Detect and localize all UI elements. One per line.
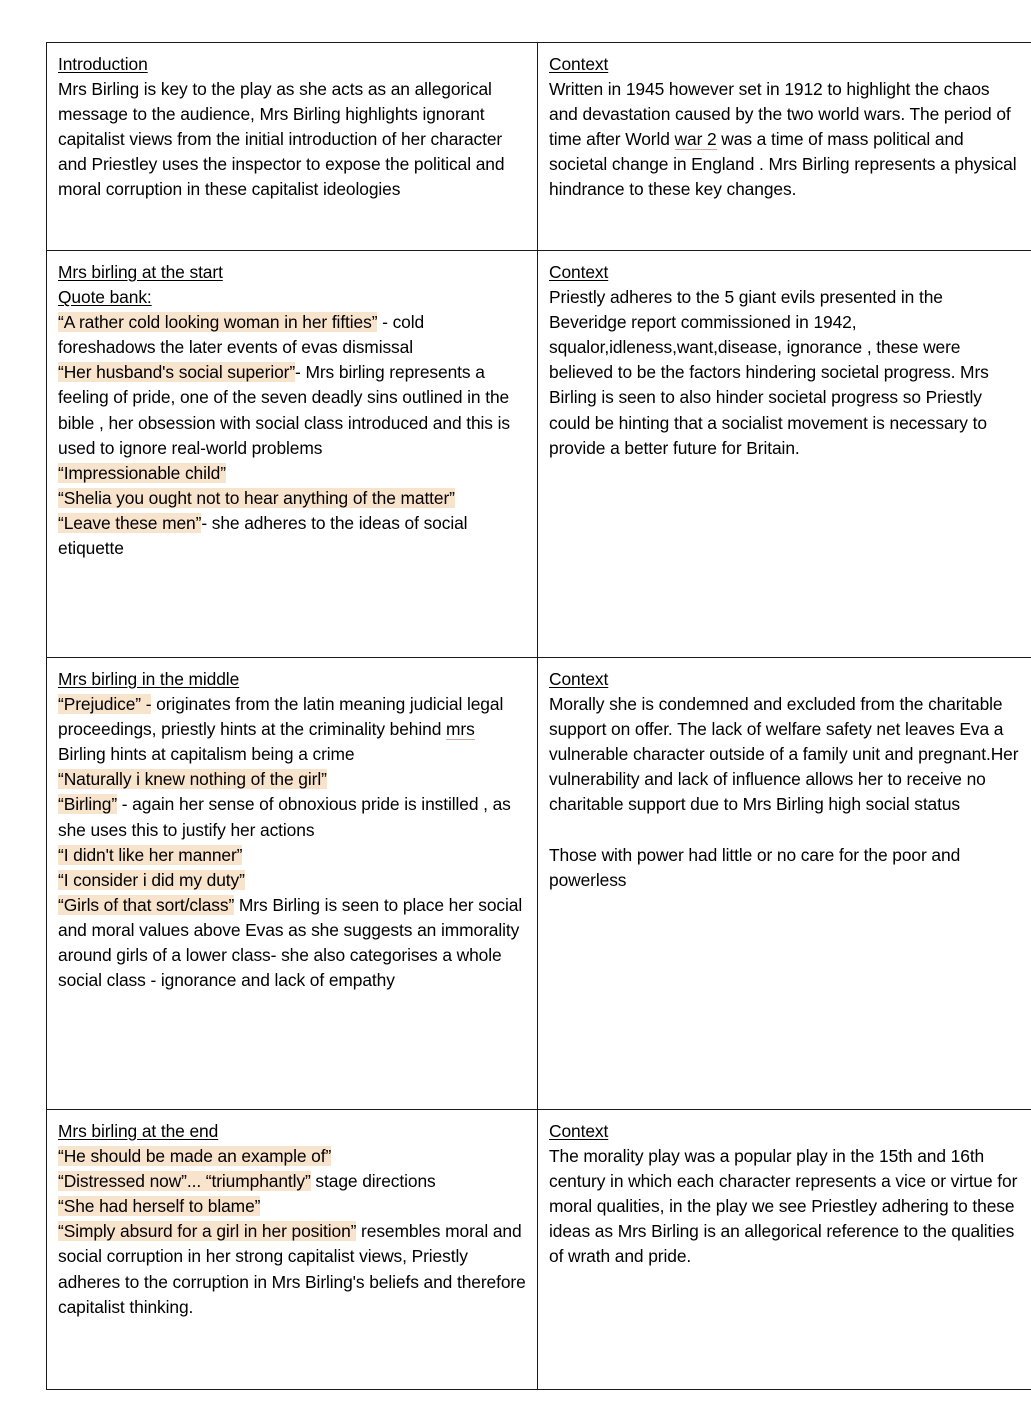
quote-commentary: resembles moral and social corruption in her strong capitalist views, Priestly adheres to the corruption in Mrs Birling's beliefs and therefore capitalist thinking. bbox=[58, 1221, 526, 1317]
cell-context-3 bbox=[538, 658, 1031, 1110]
highlighted-quote: “Her husband's social superior” bbox=[58, 362, 296, 383]
cell-body: Mrs Birling is key to the play as she acts as an allegorical message to the audience, Mrs Birling highlights ignorant capitalist views from the initial introduction of her character and Priestley uses the inspector to expose the political and moral corruption in these capitalist ideologies bbox=[58, 79, 505, 200]
cell-heading: Introduction bbox=[58, 54, 148, 74]
cell-context-1 bbox=[538, 43, 1031, 251]
cell-heading: Context bbox=[549, 669, 609, 689]
cell-body: The morality play was a popular play in the 15th and 16th century in which each character represents a vice or virtue for moral qualities, in the play we see Priestley adhering to these ideas as Mrs Birling is an allegorical reference to the qualities of wrath and pride. bbox=[549, 1146, 1018, 1267]
highlighted-quote: “A rather cold looking woman in her fifties” bbox=[58, 312, 378, 333]
highlighted-quote: “Girls of that sort/class” bbox=[58, 894, 235, 915]
highlighted-quote: “I consider i did my duty” bbox=[58, 869, 245, 890]
quote-commentary: - she adheres to the ideas of social etiquette bbox=[58, 512, 468, 559]
table-row bbox=[47, 43, 1031, 251]
highlighted-quote: “Simply absurd for a girl in her position” bbox=[58, 1221, 357, 1242]
cell-heading: Mrs birling in the middle bbox=[58, 669, 240, 689]
highlighted-quote: “He should be made an example of” bbox=[58, 1146, 332, 1167]
highlighted-quote: “Prejudice” - bbox=[58, 694, 152, 715]
cell-body bbox=[58, 692, 526, 993]
body-text-part: was a time of mass political and societal change in England . Mrs Birling represents a physical hindrance to these key changes. bbox=[549, 129, 1017, 200]
quote-commentary: originates from the latin meaning judicial legal proceedings, priestly hints at the criminality behind bbox=[58, 694, 504, 740]
paragraph-spacer bbox=[549, 818, 1021, 843]
misspelled-text: war 2 bbox=[674, 129, 717, 150]
quote-commentary: stage directions bbox=[310, 1171, 436, 1192]
cell-body bbox=[58, 310, 526, 561]
cell-body bbox=[549, 77, 1021, 202]
cell-heading: Context bbox=[549, 1121, 609, 1141]
cell-heading: Mrs birling at the end bbox=[58, 1121, 219, 1141]
cell-mrs-birling-in-the-middle bbox=[47, 658, 538, 1110]
cell-mrs-birling-at-the-end bbox=[47, 1110, 538, 1390]
highlighted-quote: “Distressed now”... “triumphantly” bbox=[58, 1171, 311, 1192]
quote-commentary: - cold foreshadows the later events of evas dismissal bbox=[58, 312, 425, 358]
cell-heading: Context bbox=[549, 262, 609, 282]
table-row bbox=[47, 658, 1031, 1110]
highlighted-quote: “She had herself to blame” bbox=[58, 1196, 261, 1217]
body-text-part: Written in 1945 however set in 1912 to highlight the chaos and devastation caused by the two world wars. The period of time after World bbox=[549, 79, 1011, 150]
cell-context-4 bbox=[538, 1110, 1031, 1390]
cell-body bbox=[58, 1144, 526, 1320]
highlighted-quote: “Shelia you ought not to hear anything of the matter” bbox=[58, 487, 455, 508]
highlighted-quote: “Leave these men” bbox=[58, 512, 202, 533]
cell-mrs-birling-at-the-start bbox=[47, 251, 538, 658]
quote-commentary: Birling hints at capitalism being a crime bbox=[58, 744, 355, 765]
quote-commentary: - Mrs birling represents a feeling of pride, one of the seven deadly sins outlined in the bible , her obsession with social class introduced and this is used to ignore real-world problems bbox=[58, 362, 510, 458]
cell-heading: Mrs birling at the start bbox=[58, 262, 223, 282]
cell-body: Those with power had little or no care for the poor and powerless bbox=[549, 844, 961, 890]
highlighted-quote: “Impressionable child” bbox=[58, 462, 226, 483]
table-row bbox=[47, 1110, 1031, 1390]
misspelled-text: mrs bbox=[446, 719, 475, 740]
cell-introduction bbox=[47, 43, 538, 251]
highlighted-quote: “I didn't like her manner” bbox=[58, 844, 243, 865]
quote-commentary: Mrs Birling is seen to place her social and moral values above Evas as she suggests an immorality around girls of a lower class- she also categorises a whole social class - ignorance and lack of empathy bbox=[58, 894, 523, 991]
cell-body: Morally she is condemned and excluded from the charitable support on offer. The lack of welfare safety net leaves Eva a vulnerable character outside of a family unit and pregnant.Her vulnerability and lack of influence allows her to receive no charitable support due to Mrs Birling high social status bbox=[549, 694, 1019, 815]
cell-subheading: Quote bank: bbox=[58, 287, 152, 308]
table-row bbox=[47, 251, 1031, 658]
revision-table bbox=[46, 42, 1031, 1390]
highlighted-quote: “Birling” bbox=[58, 794, 118, 815]
quote-commentary: - again her sense of obnoxious pride is instilled , as she uses this to justify her actions bbox=[58, 794, 511, 840]
cell-context-2 bbox=[538, 251, 1031, 658]
cell-body: Priestly adheres to the 5 giant evils presented in the Beveridge report commissioned in 1942, squalor,idleness,want,disease, ignorance , these were believed to be the factors hindering societal progress. Mrs Birling is seen to also hinder societal progress so Priestly could be hinting that a socialist movement is necessary to provide a better future for Britain. bbox=[549, 287, 989, 458]
cell-heading: Context bbox=[549, 54, 609, 74]
highlighted-quote: “Naturally i knew nothing of the girl” bbox=[58, 769, 327, 790]
